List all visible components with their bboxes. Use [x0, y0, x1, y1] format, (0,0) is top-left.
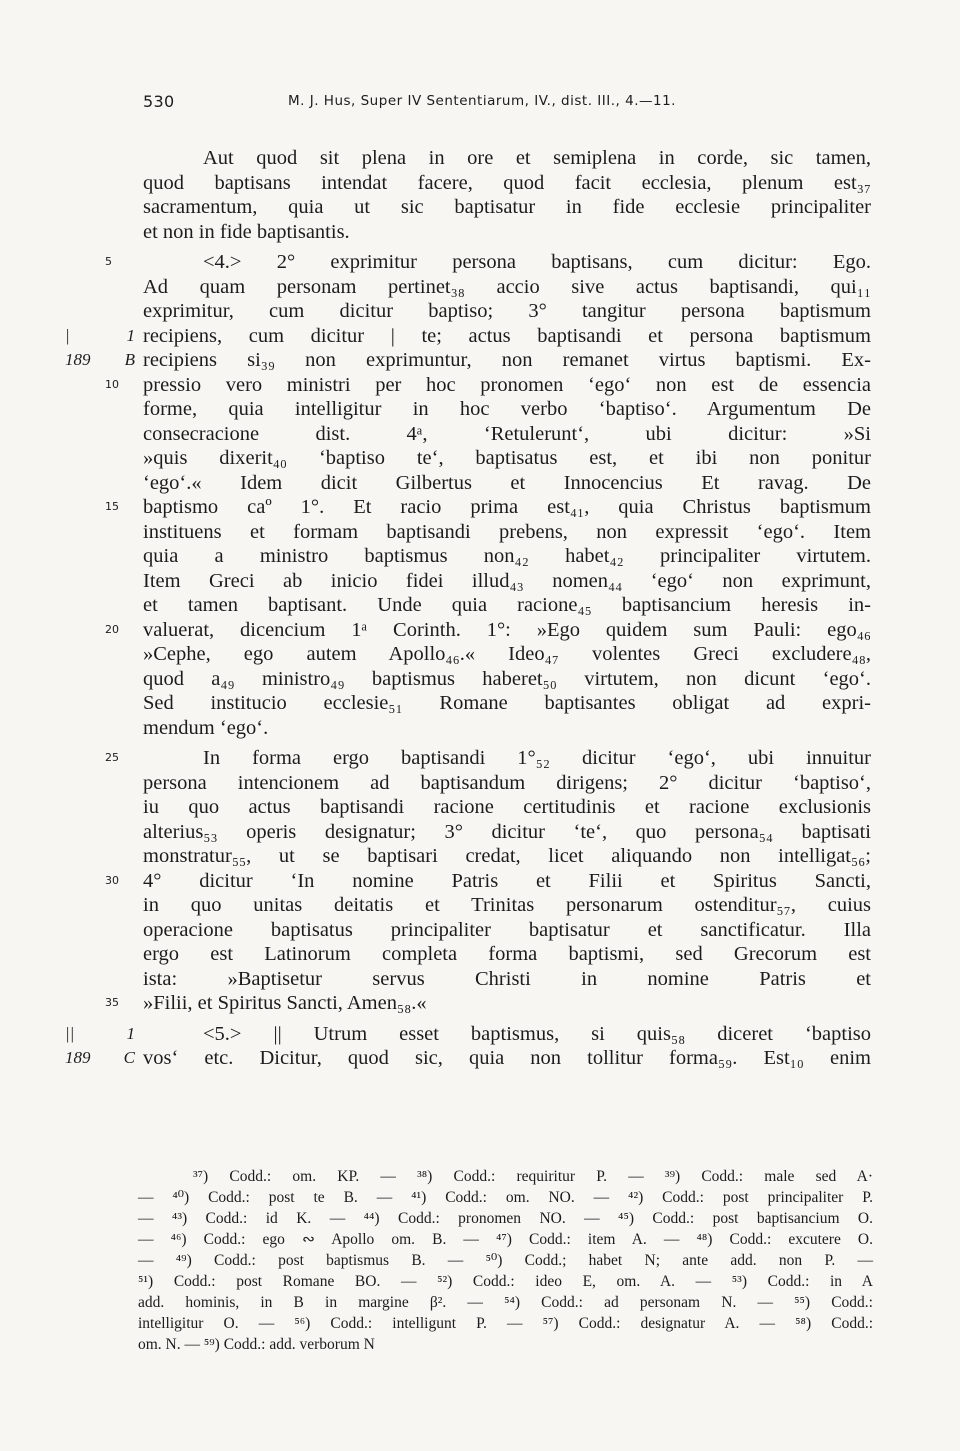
- text-line: exprimitur, cum dicitur baptiso; 3° tangitur persona baptismum: [143, 300, 871, 322]
- text-line: quod a₄₉ ministro₄₉ baptismus haberet₅₀ virtutem, non dicunt ‘ego‘.: [143, 667, 871, 690]
- text-line-content: recipiens si₃₉ non exprimuntur, non remanet virtus baptismi. Ex-: [143, 349, 871, 371]
- text-line: quia a ministro baptismus non₄₂ habet₄₂ principaliter virtutem.: [143, 545, 871, 567]
- footnote-line: om. N. — ⁵⁹) Codd.: add. verborum N: [138, 1336, 375, 1353]
- text-line: consecracione dist. 4ᵃ, ‘Retulerunt‘, ubi dicitur: »Si: [143, 422, 871, 445]
- text-line-content: <4.> 2° exprimitur persona baptisans, cum dicitur: Ego.: [203, 251, 871, 273]
- text-line: »quis dixerit₄₀ ‘baptiso te‘, baptisatus est, et ibi non ponitur: [143, 447, 871, 469]
- text-line: alterius₅₃ operis designatur; 3° dicitur ‘te‘, quo persona₅₄ baptisati: [143, 820, 871, 843]
- margin-note: 189 B: [65, 350, 135, 369]
- text-line-content: <5.> || Utrum esset baptismus, si quis₅₈ diceret ‘baptiso: [203, 1022, 871, 1045]
- running-title: M. J. Hus, Super IV Sententiarum, IV., dist. III., 4.—11.: [288, 93, 676, 109]
- text-line: [105, 746, 871, 771]
- text-line: iu quo actus baptisandi racione certitudinis et racione exclusionis: [143, 796, 871, 818]
- text-line: Item Greci ab inicio fidei illud₄₃ nomen₄₄ ‘ego‘ non exprimunt,: [143, 569, 871, 592]
- text-line-content: valuerat, dicencium 1ᵃ Corinth. 1°: »Ego quidem sum Pauli: ego₄₆: [143, 618, 871, 641]
- text-line-content: pressio vero ministri per hoc pronomen ‘ego‘ non est de essencia: [143, 373, 871, 396]
- line-number: 30: [105, 873, 119, 887]
- footnote-line: intelligitur O. — ⁵⁶) Codd.: intelligunt P. — ⁵⁷) Codd.: designatur A. — ⁵⁸) Codd.:: [138, 1315, 873, 1332]
- text-line: [105, 373, 871, 398]
- text-line: monstratur₅₅, ut se baptisari credat, licet aliquando non intelligat₅₆;: [143, 845, 871, 867]
- text-line: [65, 324, 871, 349]
- line-number: 25: [105, 751, 119, 764]
- text-line: quod baptisans intendat facere, quod facit ecclesia, plenum est₃₇: [143, 171, 871, 194]
- page-header: [143, 92, 873, 116]
- footnote-line: — ⁴³) Codd.: id K. — ⁴⁴) Codd.: pronomen NO. — ⁴⁵) Codd.: post baptisancium O.: [138, 1210, 873, 1227]
- text-line: [65, 1046, 871, 1071]
- text-line: Ad quam personam pertinet₃₈ accio sive actus baptisandi, qui₁₁: [143, 275, 871, 298]
- text-line: [65, 1022, 871, 1047]
- text-line: Aut quod sit plena in ore et semiplena in corde, sic tamen,: [203, 147, 871, 169]
- text-line: [105, 618, 871, 643]
- text-line: persona intencionem ad baptisandum dirigens; 2° dicitur ‘baptiso‘,: [143, 771, 871, 794]
- footnote-line: — ⁴⁹) Codd.: post baptismus B. — ⁵⁰) Codd.; habet N; ante add. non P. —: [138, 1252, 873, 1269]
- text-line: »Cephe, ego autem Apollo₄₆.« Ideo₄₇ volentes Greci excludere₄₈,: [143, 643, 871, 665]
- margin-note: || 1: [65, 1023, 135, 1043]
- footnote-line: ³⁷) Codd.: om. KP. — ³⁸) Codd.: requiritur P. — ³⁹) Codd.: male sed A·: [193, 1168, 873, 1185]
- line-number: 5: [105, 255, 112, 268]
- text-line: mendum ‘ego‘.: [143, 716, 269, 739]
- text-line: ergo est Latinorum completa forma baptismi, sed Grecorum est: [143, 943, 871, 965]
- text-line: [105, 250, 871, 275]
- text-line: ista: »Baptisetur servus Christi in nomine Patris et: [143, 967, 871, 990]
- line-number: 35: [105, 996, 119, 1009]
- footnote-line: ⁵¹) Codd.: post Romane BO. — ⁵²) Codd.: ideo E, om. A. — ⁵³) Codd.: in A: [138, 1273, 873, 1290]
- text-line: instituens et formam baptisandi prebens, non expressit ‘ego‘. Item: [143, 520, 871, 543]
- footnotes: [138, 1166, 873, 1355]
- text-line: [105, 869, 871, 894]
- footnote-line: — ⁴⁶) Codd.: ego ∾ Apollo om. B. — ⁴⁷) Codd.: item A. — ⁴⁸) Codd.: excutere O.: [138, 1231, 873, 1248]
- text-line-content: recipiens, cum dicitur | te; actus baptisandi et persona baptismum: [143, 324, 871, 347]
- text-line-content: 4° dicitur ‘In nomine Patris et Filii et Spiritus Sancti,: [143, 869, 871, 892]
- text-line-content: In forma ergo baptisandi 1°₅₂ dicitur ‘ego‘, ubi innuitur: [203, 747, 871, 769]
- footnote-line: add. hominis, in B in margine β². — ⁵⁴) Codd.: ad personam N. — ⁵⁵) Codd.:: [138, 1294, 873, 1311]
- text-line: et non in fide baptisantis.: [143, 220, 350, 243]
- line-number: 15: [105, 500, 119, 513]
- text-line: forme, quia intelligitur in hoc verbo ‘baptiso‘. Argumentum De: [143, 398, 871, 420]
- margin-note: | 1: [65, 325, 135, 345]
- text-line: sacramentum, quia ut sic baptisatur in fide ecclesie principaliter: [143, 196, 871, 218]
- text-line-content: »Filii, et Spiritus Sancti, Amen₅₈.«: [143, 992, 427, 1014]
- text-line: [105, 495, 871, 520]
- text-line-content: vos‘ etc. Dicitur, quod sic, quia non tollitur forma₅₉. Est₁₀ enim: [143, 1047, 871, 1069]
- main-text: [65, 146, 871, 1071]
- text-line: [65, 348, 871, 373]
- text-line: et tamen baptisant. Unde quia racione₄₅ baptisancium heresis in-: [143, 594, 871, 616]
- text-line: operacione baptisatus principaliter baptisatur et sanctificatur. Illa: [143, 918, 871, 941]
- text-line-content: baptismo caº 1°. Et racio prima est₄₁, quia Christus baptismum: [143, 496, 871, 518]
- margin-note: 189 C: [65, 1048, 135, 1067]
- text-line: Sed institucio ecclesie₅₁ Romane baptisantes obligat ad expri-: [143, 692, 871, 714]
- page-number: 530: [143, 92, 175, 111]
- footnote-line: — ⁴⁰) Codd.: post te B. — ⁴¹) Codd.: om. NO. — ⁴²) Codd.: post principaliter P.: [138, 1189, 873, 1206]
- line-number: 20: [105, 622, 119, 636]
- line-number: 10: [105, 377, 119, 391]
- text-line: [105, 991, 871, 1016]
- text-line: ‘ego‘.« Idem dicit Gilbertus et Innocencius Et ravag. De: [143, 471, 871, 494]
- text-line: in quo unitas deitatis et Trinitas personarum ostenditur₅₇, cuius: [143, 894, 871, 916]
